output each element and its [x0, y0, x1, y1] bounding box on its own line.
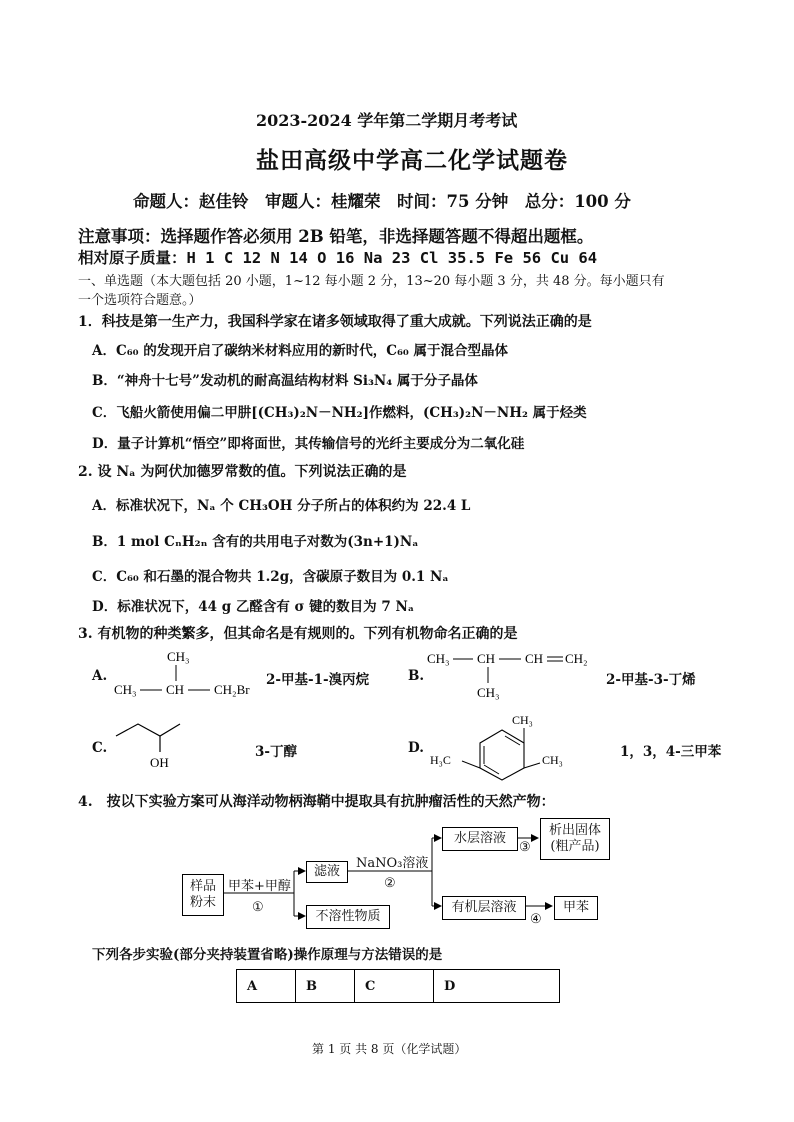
q1-stem: 1．科技是第一生产力，我国科学家在诸多领域取得了重大成就。下列说法正确的是	[78, 314, 592, 330]
q1-option-b: B．“神舟十七号”发动机的耐高温结构材料 Si₃N₄ 属于分子晶体	[92, 373, 478, 389]
flow-step3-label: ③	[519, 840, 531, 855]
q3-a-right: CH₂Br	[214, 682, 250, 697]
flow-sample-box: 样品 粉末	[182, 874, 224, 916]
q3-stem: 3. 有机物的种类繁多，但其命名是有规则的。下列有机物命名正确的是	[78, 626, 518, 642]
q3-a-label: A.	[92, 668, 108, 684]
q1-option-c: C．飞船火箭使用偏二甲肼[(CH₃)₂N－NH₂]作燃料，(CH₃)₂N－NH₂ 属于烃类	[92, 405, 587, 421]
q3-b-left: CH₃	[427, 651, 450, 666]
table-header-d: D	[434, 970, 560, 1003]
q3-c-name: 3-丁醇	[255, 744, 297, 760]
q3-b-end: CH₂	[565, 651, 588, 666]
q1-option-a: A．C₆₀ 的发现开启了碳纳米材料应用的新时代，C₆₀ 属于混合型晶体	[92, 343, 509, 359]
q3-a-mid: CH	[166, 682, 185, 697]
atomic-mass: 相对原子质量：H 1 C 12 N 14 O 16 Na 23 Cl 35.5 Fe 56 Cu 64	[78, 249, 598, 267]
flow-step1-label: ①	[252, 900, 264, 915]
flow-solid-box: 析出固体 (粗产品)	[540, 818, 610, 860]
flow-insoluble-box: 不溶性物质	[306, 905, 390, 929]
q3-b-right: CH	[525, 651, 544, 666]
q2-option-a: A．标准状况下，Nₐ 个 CH₃OH 分子所占的体积约为 22.4 L	[92, 498, 471, 514]
q2-option-c: C．C₆₀ 和石墨的混合物共 1.2g，含碳原子数目为 0.1 Nₐ	[92, 569, 449, 585]
table-header-b: B	[296, 970, 355, 1003]
page-title: 盐田高级中学高二化学试题卷	[256, 147, 568, 174]
flow-filtrate-box: 滤液	[306, 861, 348, 883]
q1-option-d: D．量子计算机“悟空”即将面世，其传输信号的光纤主要成分为二氧化硅	[92, 436, 525, 452]
page-footer: 第 1 页 共 8 页（化学试题）	[312, 1042, 467, 1056]
q4-answer-table	[236, 969, 560, 1003]
q3-d-right: CH₃	[542, 753, 563, 767]
q3-c-label: C.	[92, 740, 108, 756]
notice: 注意事项：选择题作答必须用 2B 铅笔，非选择题答题不得超出题框。	[78, 227, 594, 246]
q3-b-name: 2-甲基-3-丁烯	[606, 672, 696, 688]
table-row	[237, 970, 560, 1003]
q3-b-bottom: CH₃	[477, 685, 500, 700]
q3-c-oh: OH	[150, 755, 169, 770]
q3-d-name: 1，3，4-三甲苯	[620, 744, 722, 760]
exam-meta: 命题人：赵佳铃 审题人：桂耀荣 时间：75 分钟 总分：100 分	[133, 192, 631, 211]
q3-d-label: D.	[408, 740, 424, 756]
flow-aqueous-box: 水层溶液	[442, 827, 518, 851]
section-heading-line1: 一、单选题（本大题包括 20 小题，1~12 每小题 2 分，13~20 每小题 3 分，共 48 分。每小题只有	[78, 274, 665, 289]
q3-a-left: CH₃	[114, 682, 137, 697]
flow-step2-label: ②	[384, 876, 396, 891]
q3-a-top: CH₃	[167, 649, 190, 664]
q3-b-mid: CH	[477, 651, 496, 666]
flow-step4-label: ④	[530, 912, 542, 927]
exam-line: 2023-2024 学年第二学期月考考试	[256, 111, 518, 130]
flow-organic-box: 有机层溶液	[442, 896, 526, 920]
q3-d-top: CH₃	[512, 713, 533, 727]
q4-question: 下列各步实验(部分夹持装置省略)操作原理与方法错误的是	[92, 947, 443, 963]
flow-reagent-label: NaNO₃溶液	[356, 856, 429, 871]
q3-b-label: B.	[408, 668, 425, 684]
q2-option-b: B．1 mol CₙH₂ₙ 含有的共用电子对数为(3n+1)Nₐ	[92, 534, 419, 550]
q2-option-d: D．标准状况下，44 g 乙醛含有 σ 键的数目为 7 Nₐ	[92, 599, 415, 615]
table-header-c: C	[355, 970, 434, 1003]
flow-toluene-box: 甲苯	[554, 896, 598, 920]
q3-a-name: 2-甲基-1-溴丙烷	[266, 672, 370, 688]
section-heading-line2: 一个选项符合题意。）	[78, 293, 202, 308]
flow-solvent-label: 甲苯+甲醇	[228, 879, 291, 894]
q2-stem: 2. 设 Nₐ 为阿伏加德罗常数的值。下列说法正确的是	[78, 464, 407, 480]
q3-d-left: H₃C	[430, 753, 451, 767]
q4-stem: 4. 按以下实验方案可从海洋动物柄海鞘中提取具有抗肿瘤活性的天然产物：	[78, 794, 555, 810]
table-header-a: A	[237, 970, 296, 1003]
